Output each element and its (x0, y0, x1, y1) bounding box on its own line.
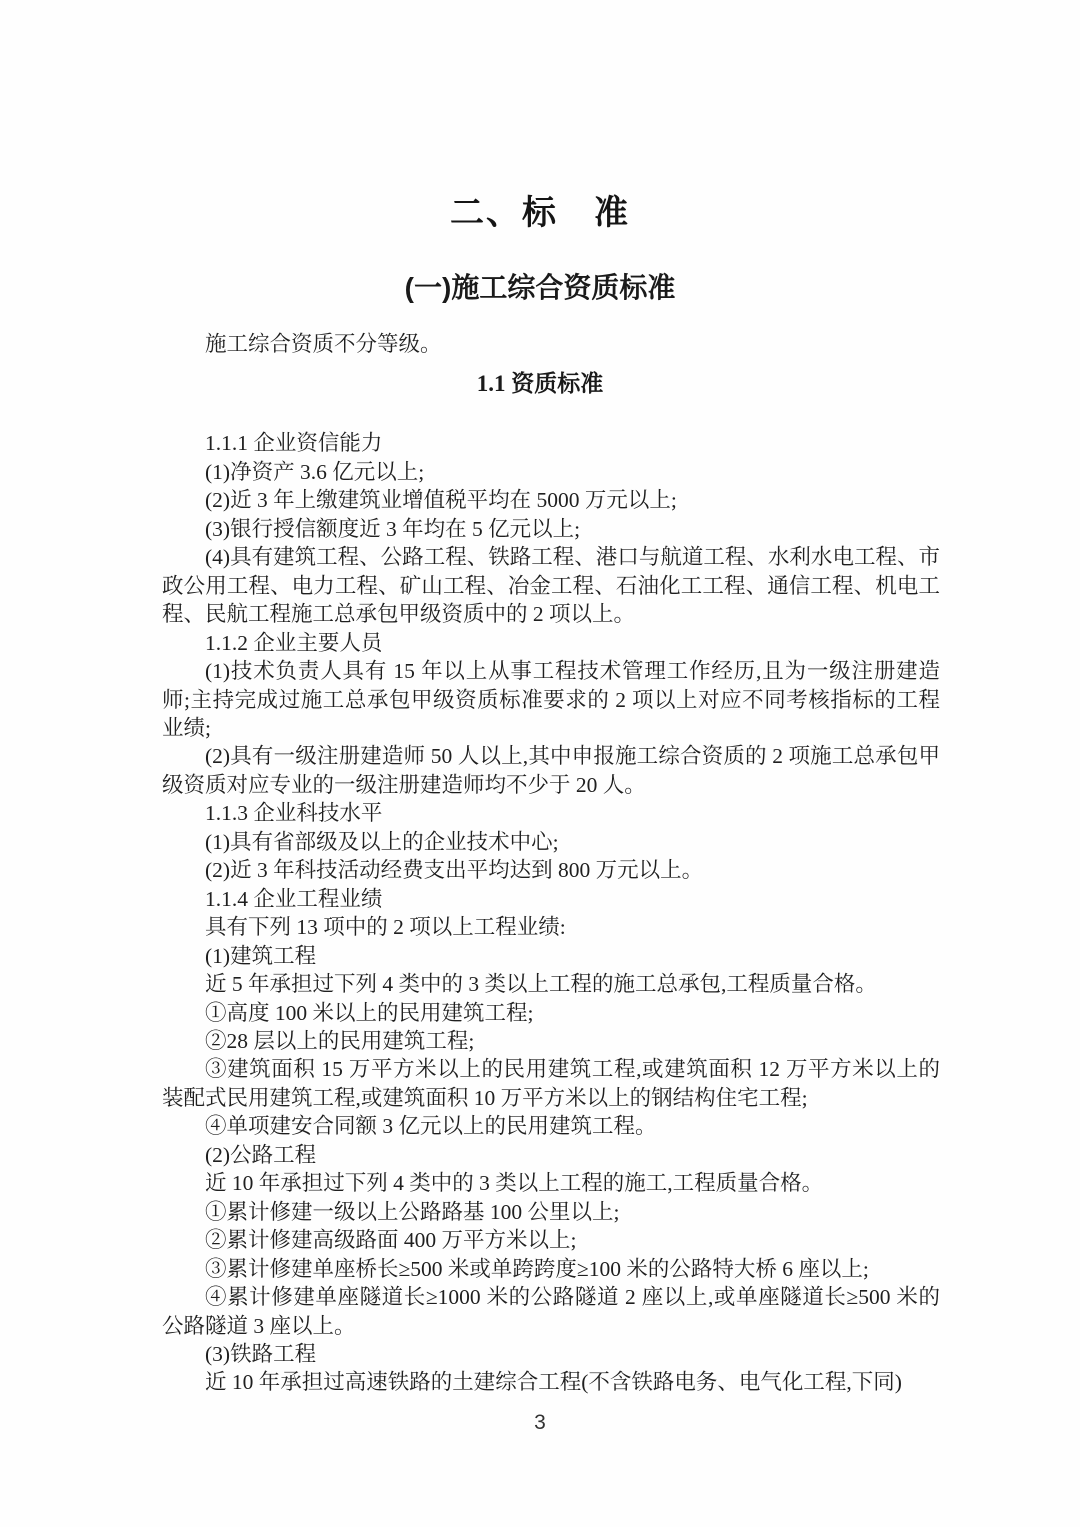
intro-paragraph: 施工综合资质不分等级。 (205, 332, 442, 356)
page-number: 3 (534, 1411, 546, 1434)
paragraph: (3)铁路工程 (205, 1341, 317, 1366)
paragraph: 近 10 年承担过下列 4 类中的 3 类以上工程的施工,工程质量合格。 (205, 1171, 824, 1196)
paragraph: ④累计修建单座隧道长≥1000 米的公路隧道 2 座以上,或单座隧道长≥500 米的公路隧道 3 座以上。 (162, 1285, 940, 1338)
paragraph: 近 10 年承担过高速铁路的土建综合工程(不含铁路电务、电气化工程,下同) (205, 1370, 902, 1395)
paragraph: (2)近 3 年科技活动经费支出平均达到 800 万元以上。 (205, 858, 704, 883)
paragraph: ①累计修建一级以上公路路基 100 公里以上; (205, 1199, 620, 1224)
page-title: 二、标 准 (450, 194, 630, 232)
paragraph: 1.1.4 企业工程业绩 (205, 886, 383, 911)
paragraph: 具有下列 13 项中的 2 项以上工程业绩: (205, 915, 566, 940)
paragraph: (1)具有省部级及以上的企业技术中心; (205, 829, 559, 854)
paragraph: (4)具有建筑工程、公路工程、铁路工程、港口与航道工程、水利水电工程、市政公用工程、电力工程、矿山工程、冶金工程、石油化工工程、通信工程、机电工程、民航工程施工总承包甲级资质中的 2 项以上。 (162, 545, 940, 627)
paragraph: (3)银行授信额度近 3 年均在 5 亿元以上; (205, 516, 581, 541)
paragraph: ③累计修建单座桥长≥500 米或单跨跨度≥100 米的公路特大桥 6 座以上; (205, 1256, 869, 1281)
paragraph: (2)具有一级注册建造师 50 人以上,其中申报施工综合资质的 2 项施工总承包甲级资质对应专业的一级注册建造师均不少于 20 人。 (162, 744, 940, 797)
subsection-heading: 1.1 资质标准 (476, 371, 604, 397)
document-body (162, 429, 940, 1396)
paragraph: ②累计修建高级路面 400 万平方米以上; (205, 1228, 577, 1253)
paragraph: 1.1.3 企业科技水平 (205, 801, 383, 826)
paragraph: 1.1.1 企业资信能力 (205, 431, 383, 456)
section-title: (一)施工综合资质标准 (404, 272, 676, 303)
paragraph: (2)近 3 年上缴建筑业增值税平均在 5000 万元以上; (205, 488, 677, 513)
paragraph: 1.1.2 企业主要人员 (205, 630, 383, 655)
paragraph: (1)净资产 3.6 亿元以上; (205, 459, 425, 484)
paragraph: 近 5 年承担过下列 4 类中的 3 类以上工程的施工总承包,工程质量合格。 (205, 972, 877, 997)
paragraph: (1)建筑工程 (205, 943, 317, 968)
paragraph: ③建筑面积 15 万平方米以上的民用建筑工程,或建筑面积 12 万平方米以上的装配式民用建筑工程,或建筑面积 10 万平方米以上的钢结构住宅工程; (162, 1057, 940, 1110)
paragraph: ②28 层以上的民用建筑工程; (205, 1028, 475, 1053)
paragraph: (1)技术负责人具有 15 年以上从事工程技术管理工作经历,且为一级注册建造师;主持完成过施工总承包甲级资质标准要求的 2 项以上对应不同考核指标的工程业绩; (162, 659, 940, 740)
paragraph: ④单项建安合同额 3 亿元以上的民用建筑工程。 (205, 1114, 657, 1139)
paragraph: (2)公路工程 (205, 1142, 317, 1167)
paragraph: ①高度 100 米以上的民用建筑工程; (205, 1000, 534, 1025)
